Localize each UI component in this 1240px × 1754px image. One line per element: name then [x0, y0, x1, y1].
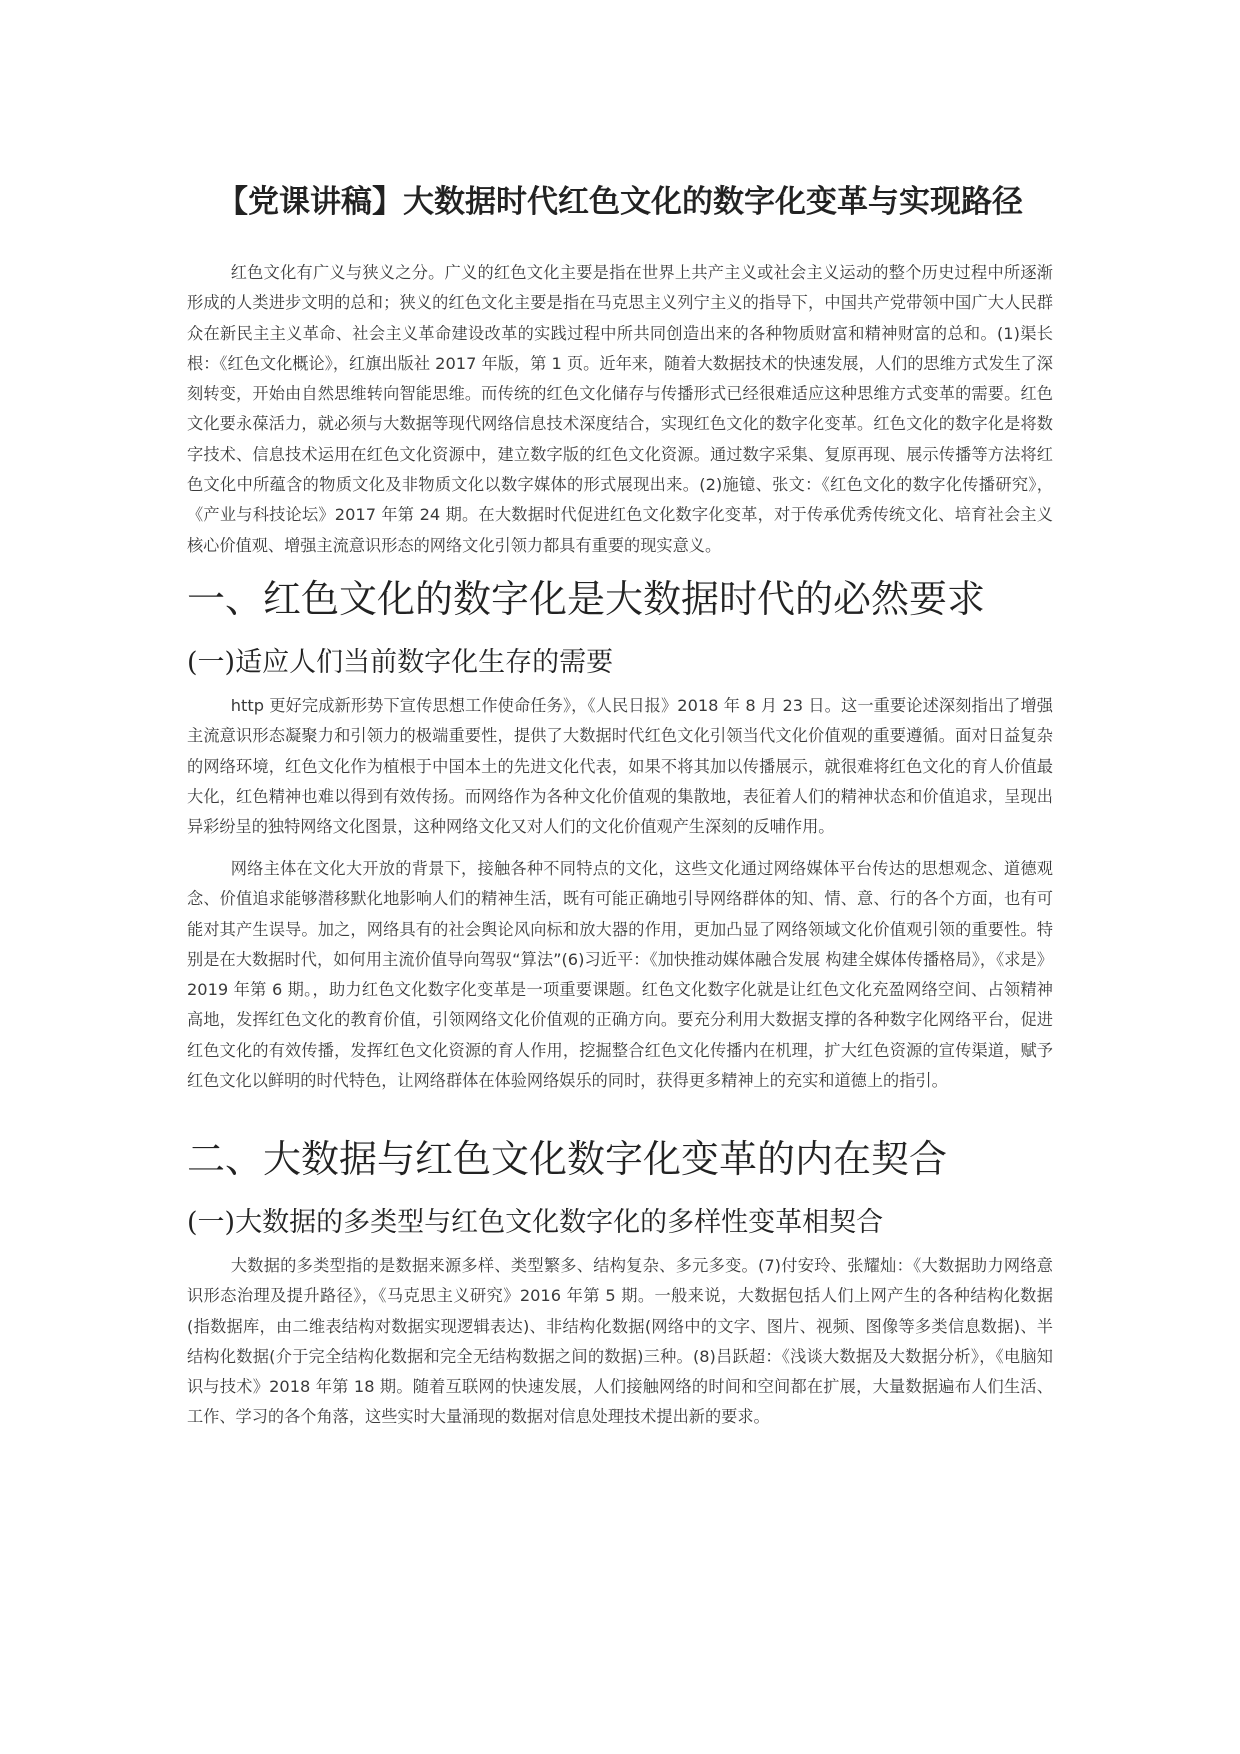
section-1-sub-1-body — [187, 691, 1053, 842]
section-2-sub-1 — [187, 1200, 1053, 1239]
section-2-sub-1-body — [187, 1251, 1053, 1433]
section-2-sub-1-paragraph-1: 大数据的多类型指的是数据来源多样、类型繁多、结构复杂、多元多变。(7)付安玲、张耀灿：《大数据助力网络意识形态治理及提升路径》，《马克思主义研究》2016 年第 5 期。一般来说，大数据包括人们上网产生的各种结构化数据(指数据库，由二维表结构对数据实现逻辑表达)、非结构化数据(网络中的文字、图片、视频、图像等多类信息数据)、半结构化数据(介于完全结构化数据和完全无结构数据之间的数据)三种。(8)吕跃超：《浅谈大数据及大数据分析》，《电脑知识与技术》2018 年第 18 期。随着互联网的快速发展，人们接触网络的时间和空间都在扩展，大量数据遍布人们生活、工作、学习的各个角落，这些实时大量涌现的数据对信息处理技术提出新的要求。 — [187, 1256, 1053, 1427]
section-2 — [187, 1128, 1053, 1183]
section-2-sub-1-heading: (一)大数据的多类型与红色文化数字化的多样性变革相契合 — [187, 1207, 884, 1238]
section-1 — [187, 568, 1053, 623]
section-1-sub-1-heading: (一)适应人们当前数字化生存的需要 — [187, 647, 614, 678]
intro-paragraph: 红色文化有广义与狭义之分。广义的红色文化主要是指在世界上共产主义或社会主义运动的整个历史过程中所逐渐形成的人类进步文明的总和；狭义的红色文化主要是指在马克思主义列宁主义的指导下，中国共产党带领中国广大人民群众在新民主主义革命、社会主义革命建设改革的实践过程中所共同创造出来的各种物质财富和精神财富的总和。(1)渠长根：《红色文化概论》，红旗出版社 2017 年版，第 1 页。近年来，随着大数据技术的快速发展，人们的思维方式发生了深刻转变，开始由自然思维转向智能思维。而传统的红色文化储存与传播形式已经很难适应这种思维方式变革的需要。红色文化要永葆活力，就必须与大数据等现代网络信息技术深度结合，实现红色文化的数字化变革。红色文化的数字化是将数字技术、信息技术运用在红色文化资源中，建立数字版的红色文化资源。通过数字采集、复原再现、展示传播等方法将红色文化中所蕴含的物质文化及非物质文化以数字媒体的形式展现出来。(2)施镱、张文：《红色文化的数字化传播研究》，《产业与科技论坛》2017 年第 24 期。在大数据时代促进红色文化数字化变革，对于传承优秀传统文化、培育社会主义核心价值观、增强主流意识形态的网络文化引领力都具有重要的现实意义。 — [187, 263, 1053, 555]
section-1-sub-1-paragraph-1: http 更好完成新形势下宣传思想工作使命任务》，《人民日报》2018 年 8 月 23 日。这一重要论述深刻指出了增强主流意识形态凝聚力和引领力的极端重要性，提供了大数据时代红色文化引领当代文化价值观的重要遵循。面对日益复杂的网络环境，红色文化作为植根于中国本土的先进文化代表，如果不将其加以传播展示，就很难将红色文化的育人价值最大化，红色精神也难以得到有效传扬。而网络作为各种文化价值观的集散地，表征着人们的精神状态和价值追求，呈现出异彩纷呈的独特网络文化图景，这种网络文化又对人们的文化价值观产生深刻的反哺作用。 — [187, 696, 1053, 837]
intro-section — [187, 258, 1053, 561]
section-2-heading: 二、大数据与红色文化数字化变革的内在契合 — [187, 1137, 948, 1181]
section-1-sub-1-paragraph-2: 网络主体在文化大开放的背景下，接触各种不同特点的文化，这些文化通过网络媒体平台传达的思想观念、道德观念、价值追求能够潜移默化地影响人们的精神生活，既有可能正确地引导网络群体的知、情、意、行的各个方面，也有可能对其产生误导。加之，网络具有的社会舆论风向标和放大器的作用，更加凸显了网络领域文化价值观引领的重要性。特别是在大数据时代，如何用主流价值导向驾驭“算法”(6)习近平：《加快推动媒体融合发展 构建全媒体传播格局》，《求是》2019 年第 6 期。，助力红色文化数字化变革是一项重要课题。红色文化数字化就是让红色文化充盈网络空间、占领精神高地，发挥红色文化的教育价值，引领网络文化价值观的正确方向。要充分利用大数据支撑的各种数字化网络平台，促进红色文化的有效传播，发挥红色文化资源的育人作用，挖掘整合红色文化传播内在机理，扩大红色资源的宣传渠道，赋予红色文化以鲜明的时代特色，让网络群体在体验网络娱乐的同时，获得更多精神上的充实和道德上的指引。 — [187, 859, 1053, 1091]
section-1-sub-1 — [187, 640, 1053, 679]
document-title: 【党课讲稿】大数据时代红色文化的数字化变革与实现路径 — [217, 184, 1023, 220]
section-1-heading: 一、红色文化的数字化是大数据时代的必然要求 — [187, 577, 986, 621]
section-1-sub-1-body-2 — [187, 854, 1053, 1096]
